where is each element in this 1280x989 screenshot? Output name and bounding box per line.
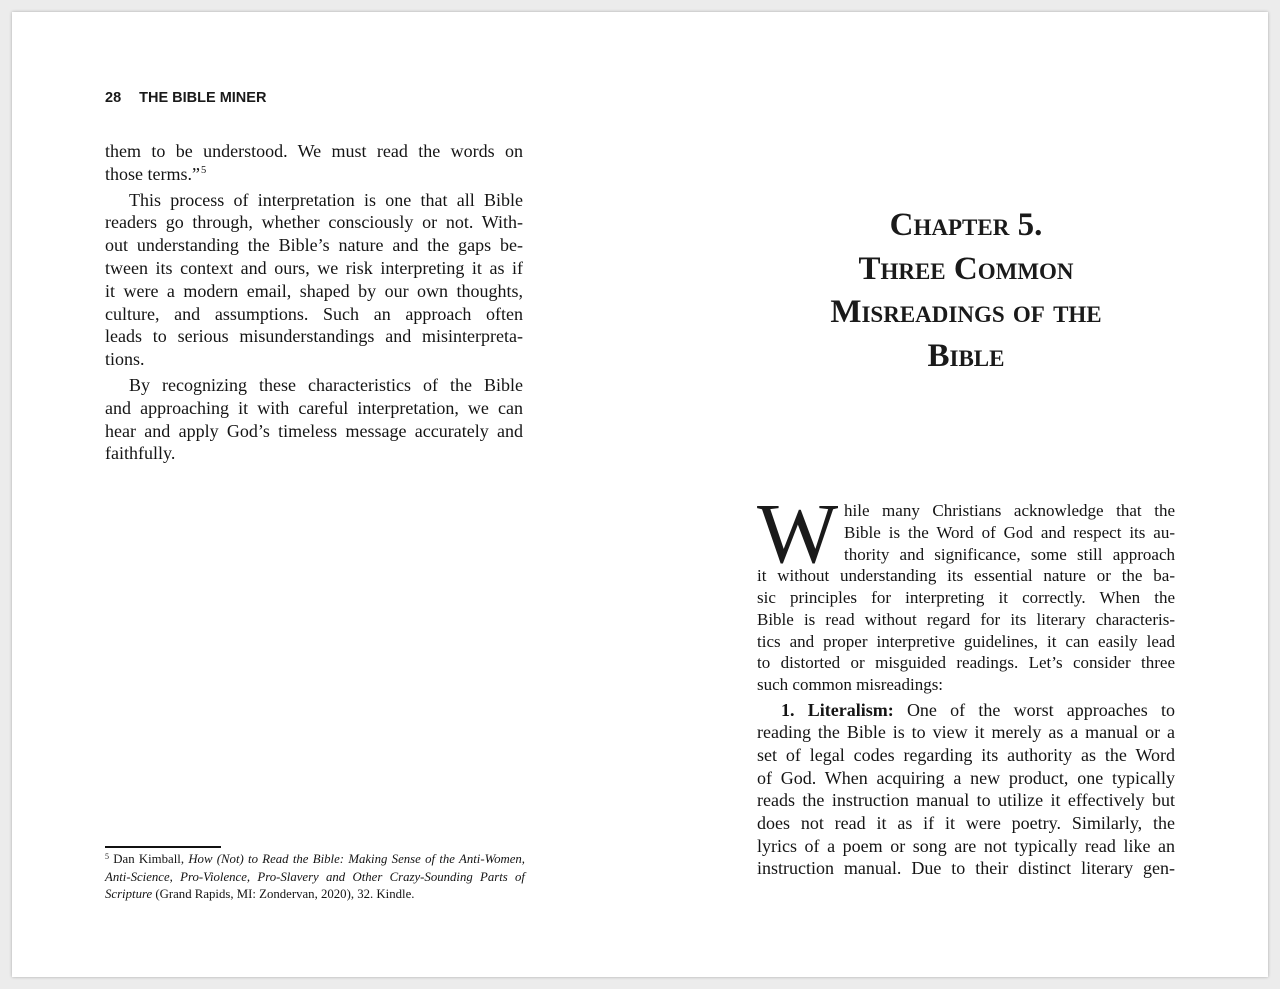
left-body-text xyxy=(105,140,523,465)
footnote-title: Anti-Science, Pro-Violence, Pro-Slavery and Other Crazy-Sounding Parts of xyxy=(105,869,525,884)
left-page xyxy=(12,12,640,977)
text-line: out understanding the Bible’s nature and the gaps be- xyxy=(105,235,523,256)
text-line: thority and significance, some still approach xyxy=(844,544,1175,564)
text-line: of God. When acquiring a new product, one typically xyxy=(757,767,1175,788)
text-line: and approaching it with careful interpretation, we can xyxy=(105,397,523,418)
text-line: lyrics of a poem or song are not typically read like an xyxy=(757,835,1175,856)
footnote-title: Scripture xyxy=(105,887,153,901)
text-line: such common misreadings: xyxy=(757,675,944,694)
running-head xyxy=(105,90,266,107)
paragraph xyxy=(105,140,523,186)
text-line: sic principles for interpreting it correctly. When the xyxy=(757,588,1175,607)
chapter-title xyxy=(757,204,1175,379)
text-line: tics and proper interpretive guidelines, it can easily lead xyxy=(757,631,1175,651)
footnote-line xyxy=(105,851,525,869)
text-line: hile many Christians acknowledge that the xyxy=(844,501,1175,520)
text-line: Bible is read without regard for its literary characteris- xyxy=(757,609,1175,629)
book-spread xyxy=(12,12,1268,977)
chapter-title-line: Chapter 5. xyxy=(889,207,1043,243)
text-line: instruction manual. Due to their distinct literary gen- xyxy=(757,858,1175,879)
chapter-title-line: Bible xyxy=(927,338,1005,375)
footnote-publication: (Grand Rapids, MI: Zondervan, 2020), 32. Kindle. xyxy=(155,887,415,901)
footnote-line xyxy=(105,869,525,887)
text-line: tween its context and ours, we risk interpreting it as if xyxy=(105,257,523,278)
list-label: 1. Literalism: xyxy=(781,699,894,720)
text-line: leads to serious misunderstandings and misinterpreta- xyxy=(105,326,523,347)
text-line: to distorted or misguided readings. Let’s consider three xyxy=(757,653,1175,673)
text-line: tions. xyxy=(105,349,145,370)
footnote xyxy=(105,851,525,904)
footnote-author: Dan Kimball, xyxy=(113,852,185,866)
text-line: faithfully. xyxy=(105,443,176,464)
chapter-title-line: Three Common xyxy=(858,250,1074,287)
paragraph xyxy=(757,699,1175,881)
right-page xyxy=(640,12,1268,977)
text-line: Bible is the Word of God and respect its au- xyxy=(844,522,1175,542)
text-line: This process of interpretation is one that all Bible xyxy=(129,189,523,210)
footnote-divider xyxy=(105,846,221,848)
paragraph xyxy=(757,500,1175,696)
footnote-line xyxy=(105,886,525,904)
footnote-reference: 5 xyxy=(200,164,207,176)
footnote-marker: 5 xyxy=(105,851,109,861)
text-line: them to be understood. We must read the words on xyxy=(105,141,523,161)
text-line: By recognizing these characteristics of the Bible xyxy=(129,374,523,395)
text-line: hear and apply God’s timeless message accurately and xyxy=(105,420,523,441)
text-line: reads the instruction manual to utilize it effectively but xyxy=(757,790,1175,811)
text-line: it were a modern email, shaped by our own thoughts, xyxy=(105,280,523,301)
text-line: readers go through, whether consciously or not. With- xyxy=(105,212,523,233)
chapter-title-line: Misreadings of the xyxy=(830,294,1102,331)
text-line: does not read it as if it were poetry. Similarly, the xyxy=(757,813,1175,834)
paragraph xyxy=(105,189,523,371)
text-line-content: One of the worst approaches to xyxy=(906,699,1175,720)
text-line xyxy=(105,163,523,186)
text-line: it without understanding its essential nature or the ba- xyxy=(757,566,1175,586)
drop-cap: W xyxy=(757,485,839,581)
book-title: THE BIBLE MINER xyxy=(139,89,267,106)
paragraph xyxy=(105,374,523,465)
text-line: culture, and assumptions. Such an approach often xyxy=(105,303,523,324)
footnote-title: How (Not) to Read the Bible: Making Sense of the Anti-Women, xyxy=(188,852,525,866)
text-line-content: those terms.” xyxy=(105,163,200,184)
text-line: set of legal codes regarding its authority as the Word xyxy=(757,744,1175,765)
text-line xyxy=(757,699,1175,722)
page-number: 28 xyxy=(105,89,122,106)
text-line: reading the Bible is to view it merely as a manual or a xyxy=(757,722,1175,743)
